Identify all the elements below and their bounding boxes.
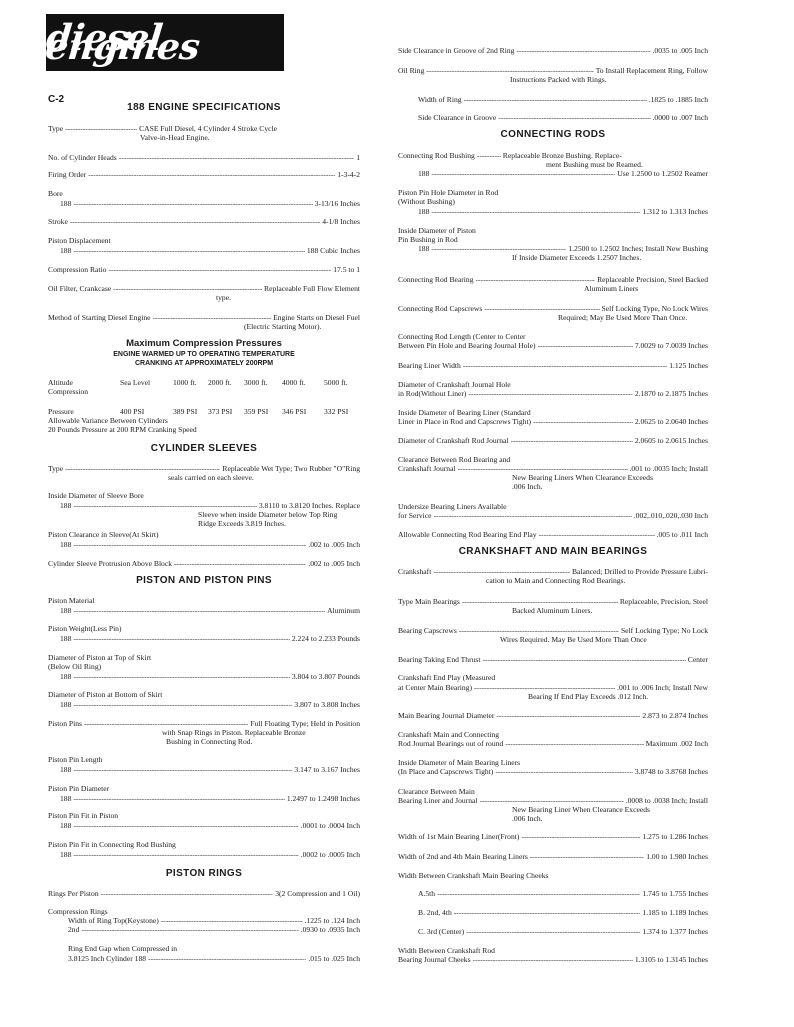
spec-undersize: for Service ----- .002,.010,.020,.030 Inch <box>398 512 708 521</box>
spec-rings-per-piston: Rings Per Piston ----- 3(2 Compression and 1 Oil) <box>48 890 360 899</box>
spec-rod-end-play: Allowable Connecting Rod Bearing End Play ----- .005 to .011 Inch <box>398 531 708 540</box>
altitude-label-2: Compression <box>48 387 89 396</box>
spec-bushing-inside: 188 ----- 1.2500 to 1.2502 Inches; Install New Bushing <box>418 245 708 254</box>
spec-rod-capscrews: Connecting Rod Capscrews ----- Self Locking Type, No Lock Wires <box>398 305 708 314</box>
section-heading-engine-specs: 188 ENGINE SPECIFICATIONS <box>127 102 281 113</box>
spec-compression-ratio: Compression Ratio ----- 17.5 to 1 <box>48 266 360 275</box>
spec-oil-ring: Oil Ring ----- To Install Replacement Ring, Follow <box>398 67 708 76</box>
altitude-4: 4000 ft. <box>282 378 306 387</box>
spec-crankshaft: Crankshaft ----- Balanced; Drilled to Provide Pressure Lubri- <box>398 568 708 577</box>
altitude-3: 3000 ft. <box>244 378 268 387</box>
spec-rod-bearing: Connecting Rod Bearing ----- Replaceable Precision, Steel Backed <box>398 276 708 285</box>
spec-type-cont: Valve-in-Head Engine. <box>140 133 210 142</box>
spec-pin-fit-rod: 188 ----- .0002 to .0005 Inch <box>60 851 360 860</box>
spec-sleeve-protrusion: Cylinder Sleeve Protrusion Above Block ----- .002 to .005 Inch <box>48 560 360 569</box>
spec-sleeve-type-cont: seals carried on each sleeve. <box>168 473 254 482</box>
spec-sleeve-inside: 188 ----- 3.8110 to 3.8120 Inches. Replace <box>60 502 360 511</box>
spec-ring-width-top: Width of Ring Top(Keystone) ----- .1225 to .124 Inch <box>68 917 360 926</box>
spec-displacement-label: Piston Displacement <box>48 236 111 245</box>
spec-rod-bushing-reamer: 188 ----- Use 1.2500 to 1.2502 Reamer <box>418 170 708 179</box>
spec-piston-pins-cont-1: with Snap Rings in Piston. Replaceable Bronze <box>162 728 306 737</box>
altitude-0: Sea Level <box>120 378 151 387</box>
section-heading-crankshaft: CRANKSHAFT AND MAIN BEARINGS <box>458 546 648 557</box>
spec-compression-rings-label: Compression Rings <box>48 907 108 916</box>
spec-main-bearings-cont: Backed Aluminum Liners. <box>512 606 593 615</box>
spec-cheeks-a: A.5th ----- 1.745 to 1.755 Inches <box>418 890 708 899</box>
spec-stroke: Stroke ----- 4-1/8 Inches <box>48 218 360 227</box>
spec-journal-hole: in Rod(Without Liner) ----- 2.1870 to 2.1875 Inches <box>398 390 708 399</box>
spec-pin-fit-label: Piston Pin Fit in Piston <box>48 811 119 820</box>
spec-piston-top-label: Diameter of Piston at Top of Skirt <box>48 653 152 662</box>
compression-note-2: CRANKING AT APPROXIMATELY 200RPM <box>134 360 274 367</box>
spec-rod-clearance-cont-1: New Bearing Liners When Clearance Exceeds <box>512 473 653 482</box>
spec-journal-hole-label: Diameter of Crankshaft Journal Hole <box>398 380 511 389</box>
spec-crank-end-play: at Center Main Bearing) ----- .001 to .006 Inch; Install New <box>398 684 708 693</box>
spec-side-clearance-2nd: Side Clearance in Groove of 2nd Ring ----- .0035 to .005 Inch <box>398 47 708 56</box>
pressure-2: 373 PSI <box>208 407 233 416</box>
spec-rod-bushing-cont: ment Bushing must be Reamed. <box>546 160 643 169</box>
spec-piston-material-label: Piston Material <box>48 596 95 605</box>
spec-bore: 188 ----- 3-13/16 Inches <box>60 200 360 209</box>
title-banner <box>43 14 284 71</box>
spec-piston-bottom: 188 ----- 3.807 to 3.808 Inches <box>60 701 360 710</box>
spec-pin-hole-label-2: (Without Bushing) <box>398 197 455 206</box>
spec-crank-end-play-label: Crankshaft End Play (Measured <box>398 673 496 682</box>
spec-liner-inside-label: Inside Diameter of Bearing Liner (Standard <box>398 408 531 417</box>
spec-starting-cont: (Electric Starting Motor). <box>244 322 322 331</box>
spec-pin-length-label: Piston Pin Length <box>48 755 103 764</box>
pressure-4: 346 PSI <box>282 407 307 416</box>
spec-liner-width: Bearing Liner Width ----- 1.125 Inches <box>398 362 708 371</box>
spec-cylinder-heads: No. of Cylinder Heads ----- 1 <box>48 154 360 163</box>
spec-liner-inside: Liner in Place in Rod and Capscrews Tight) ----- 2.0625 to 2.0640 Inches <box>398 418 708 427</box>
spec-sleeve-inside-cont-2: Ridge Exceeds 3.819 Inches. <box>198 519 286 528</box>
spec-piston-pins: Piston Pins ----- Full Floating Type; Held in Position <box>48 720 360 729</box>
spec-ring-gap-label: Ring End Gap when Compressed in <box>68 944 178 953</box>
spec-rod-capscrews-cont: Required; May Be Used More Than Once. <box>558 313 688 322</box>
spec-main-clearance: Bearing Liner and Journal ----- .0008 to .0038 Inch; Install <box>398 797 708 806</box>
spec-main-bearings: Type Main Bearings ----- Replaceable, Precision, Steel <box>398 598 708 607</box>
spec-pin-hole-label: Piston Pin Hole Diameter in Rod <box>398 188 499 197</box>
spec-piston-pins-cont-2: Bushing in Connecting Rod. <box>166 737 253 746</box>
spec-main-clearance-cont-2: .006 Inch. <box>512 814 543 823</box>
spec-pin-hole: 188 ----- 1.312 to 1.313 Inches <box>418 208 708 217</box>
spec-crankshaft-cont: cation to Main and Connecting Rod Bearings. <box>486 576 626 585</box>
spec-main-clearance-label: Clearance Between Main <box>398 787 475 796</box>
banner-title: diesel engines <box>43 16 202 68</box>
pressure-note-2: 20 Pounds Pressure at 200 RPM Cranking Speed <box>48 425 197 434</box>
altitude-label: Altitude <box>48 378 73 387</box>
spec-main-liner-inside-label: Inside Diameter of Main Bearing Liners <box>398 758 521 767</box>
spec-firing-order: Firing Order ----- 1-3-4-2 <box>48 171 360 180</box>
pressure-label: Pressure <box>48 407 74 416</box>
spec-sleeve-clearance: 188 ----- .002 to .005 Inch <box>60 541 360 550</box>
pressure-1: 389 PSI <box>173 407 198 416</box>
pressure-3: 359 PSI <box>244 407 269 416</box>
spec-ring-width-2nd: 2nd ----- .0930 to .0935 Inch <box>68 926 360 935</box>
compression-note-1: ENGINE WARMED UP TO OPERATING TEMPERATURE <box>113 351 295 358</box>
spec-rod-clearance-label: Clearance Between Rod Bearing and <box>398 455 511 464</box>
spec-cheeks-b: B. 2nd, 4th ----- 1.185 to 1.189 Inches <box>418 909 708 918</box>
compression-pressures-heading: Maximum Compression Pressures <box>126 338 282 349</box>
page-label: C-2 <box>48 94 65 105</box>
spec-sleeve-type: Type ----- Replaceable Wet Type; Two Rubber "O"Ring <box>48 465 360 474</box>
spec-oil-filter: Oil Filter, Crankcase ----- Replaceable Full Flow Element <box>48 285 360 294</box>
pressure-0: 400 PSI <box>120 407 145 416</box>
spec-undersize-label: Undersize Bearing Liners Available <box>398 502 507 511</box>
spec-bushing-inside-label-2: Pin Bushing in Rod <box>398 235 458 244</box>
spec-pin-fit: 188 ----- .0001 to .0004 Inch <box>60 822 360 831</box>
spec-rod-journal: Diameter of Crankshaft Rod Journal ----- 2.0605 to 2.0615 Inches <box>398 437 708 446</box>
section-heading-pistons: PISTON AND PISTON PINS <box>136 575 272 586</box>
spec-rod-bushing: Connecting Rod Bushing ----- Replaceable Bronze Bushing. Replace- <box>398 152 708 161</box>
spec-pin-diameter-label: Piston Pin Diameter <box>48 784 110 793</box>
spec-side-clearance-groove: Side Clearance in Groove ----- .0000 to .007 Inch <box>418 114 708 123</box>
spec-piston-weight-label: Piston Weight(Less Pin) <box>48 624 122 633</box>
spec-bearing-capscrews-cont: Wires Required. May Be Used More Than Once <box>500 635 647 644</box>
spec-piston-bottom-label: Diameter of Piston at Bottom of Skirt <box>48 690 163 699</box>
spec-main-clearance-cont-1: New Bearing Liner When Clearance Exceeds <box>512 805 650 814</box>
spec-rod-cheeks-label: Width Between Crankshaft Rod <box>398 946 495 955</box>
spec-bushing-inside-label: Inside Diameter of Piston <box>398 226 476 235</box>
spec-piston-top: 188 ----- 3.804 to 3.807 Pounds <box>60 673 360 682</box>
spec-crank-end-play-cont: Bearing If End Play Exceeds .012 Inch. <box>528 692 649 701</box>
spec-piston-material: 188 ----- Aluminum <box>60 607 360 616</box>
spec-out-of-round: Rod Journal Bearings out of round ----- Maximum .002 Inch <box>398 740 708 749</box>
altitude-2: 2000 ft. <box>208 378 232 387</box>
pressure-note-1: Allowable Variance Between Cylinders <box>48 416 168 425</box>
spec-rod-clearance-cont-2: .006 Inch. <box>512 482 543 491</box>
spec-pin-length: 188 ----- 3.147 to 3.167 Inches <box>60 766 360 775</box>
spec-ring-gap: 3.8125 Inch Cylinder 188 ----- .015 to .025 Inch <box>68 955 360 964</box>
spec-oil-ring-cont: Instructions Packed with Rings. <box>510 75 607 84</box>
spec-ring-width: Width of Ring ----- .1825 to .1885 Inch <box>418 96 708 105</box>
spec-out-of-round-label: Crankshaft Main and Connecting <box>398 730 500 739</box>
spec-sleeve-inside-label: Inside Diameter of Sleeve Bore <box>48 491 144 500</box>
spec-piston-top-label-2: (Below Oil Ring) <box>48 662 102 671</box>
spec-bore-label: Bore <box>48 189 63 198</box>
spec-main-liner-inside: (In Place and Capscrews Tight) ----- 3.8748 to 3.8768 Inches <box>398 768 708 777</box>
spec-displacement: 188 ----- 188 Cubic Inches <box>60 247 360 256</box>
spec-rod-length: Between Pin Hole and Bearing Journal Hole) ----- 7.0029 to 7.0039 Inches <box>398 342 708 351</box>
spec-width-1st-liner: Width of 1st Main Bearing Liner(Front) ----- 1.275 to 1.286 Inches <box>398 833 708 842</box>
spec-end-thrust: Bearing Taking End Thrust ----- Center <box>398 656 708 665</box>
altitude-1: 1000 ft. <box>173 378 197 387</box>
spec-cheeks-label: Width Between Crankshaft Main Bearing Cheeks <box>398 871 549 880</box>
spec-rod-bearing-cont: Aluminum Liners <box>584 284 639 293</box>
altitude-5: 5000 ft. <box>324 378 348 387</box>
section-heading-piston-rings: PISTON RINGS <box>165 868 243 879</box>
spec-width-2nd-liner: Width of 2nd and 4th Main Bearing Liners ----- 1.00 to 1.980 Inches <box>398 853 708 862</box>
spec-rod-length-label: Connecting Rod Length (Center to Center <box>398 332 526 341</box>
section-heading-cylinder-sleeves: CYLINDER SLEEVES <box>150 443 258 454</box>
spec-cheeks-c: C. 3rd (Center) ----- 1.374 to 1.377 Inches <box>418 928 708 937</box>
spec-pin-fit-rod-label: Piston Pin Fit in Connecting Rod Bushing <box>48 840 176 849</box>
spec-starting: Method of Starting Diesel Engine ----- Engine Starts on Diesel Fuel <box>48 314 360 323</box>
spec-bushing-inside-cont: If Inside Diameter Exceeds 1.2507 Inches. <box>512 253 642 262</box>
spec-main-journal-dia: Main Bearing Journal Diameter ----- 2.873 to 2.874 Inches <box>398 712 708 721</box>
spec-sleeve-clearance-label: Piston Clearance in Sleeve(At Skirt) <box>48 530 159 539</box>
spec-oil-filter-cont: type. <box>216 293 231 302</box>
spec-pin-diameter: 188 ----- 1.2497 to 1.2498 Inches <box>60 795 360 804</box>
section-heading-connecting-rods: CONNECTING RODS <box>500 129 606 140</box>
spec-rod-clearance: Crankshaft Journal ----- .001 to .0035 Inch; Install <box>398 465 708 474</box>
spec-piston-weight: 188 ----- 2.224 to 2.233 Pounds <box>60 635 360 644</box>
spec-sleeve-inside-cont-1: Sleeve when inside Diameter below Top Ring <box>198 510 338 519</box>
spec-bearing-capscrews: Bearing Capscrews ----- Self Locking Type; No Lock <box>398 627 708 636</box>
pressure-5: 332 PSI <box>324 407 349 416</box>
spec-rod-cheeks: Bearing Journal Cheeks ----- 1.3105 to 1.3145 Inches <box>398 956 708 965</box>
spec-type: Type ----- CASE Full Diesel, 4 Cylinder 4 Stroke Cycle <box>48 125 360 134</box>
